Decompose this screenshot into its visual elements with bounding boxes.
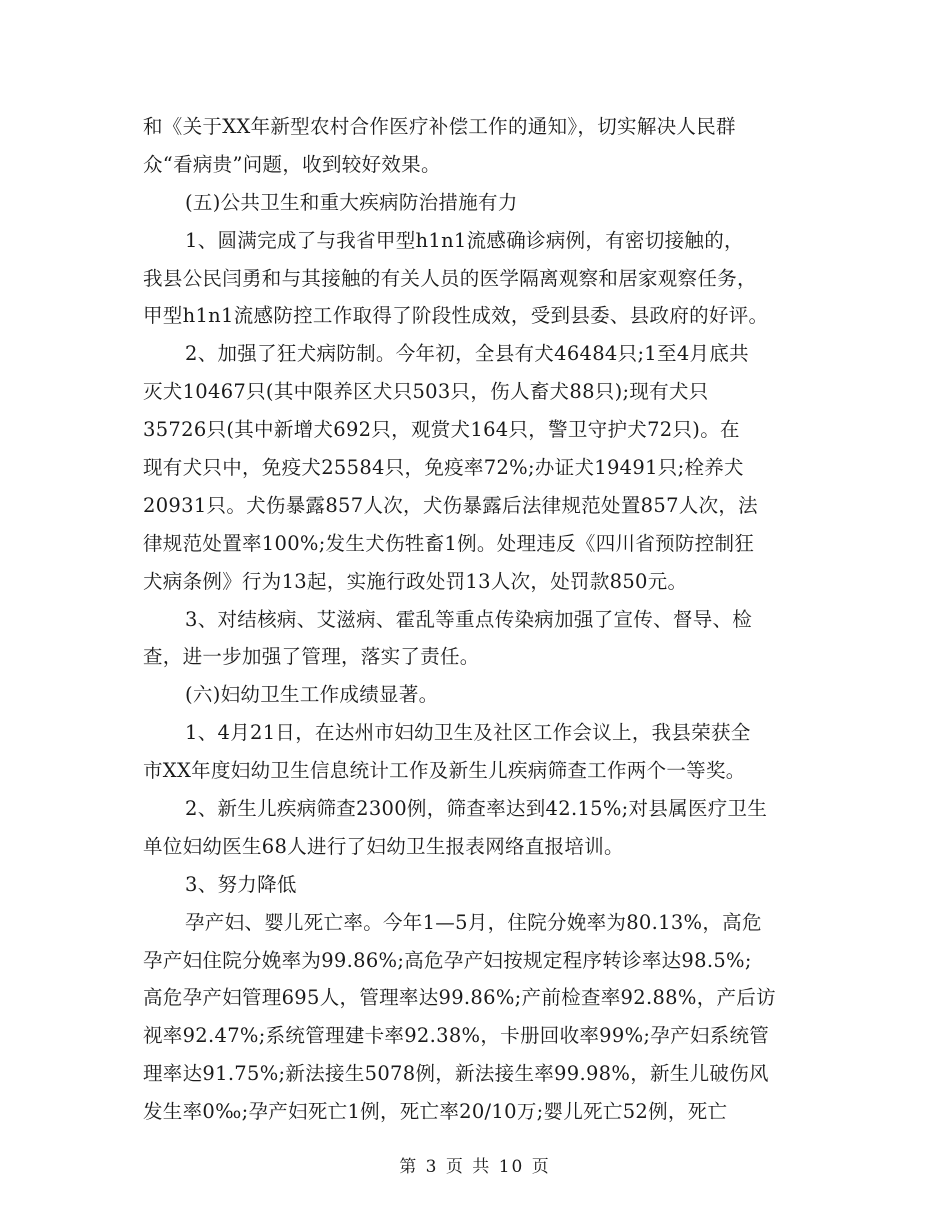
- body-text: [143, 108, 813, 1131]
- text-line: 众“看病贵”问题，收到较好效果。: [143, 152, 441, 176]
- text-line: 3、对结核病、艾滋病、霍乱等重点传染病加强了宣传、督导、检: [185, 607, 753, 631]
- text-line: 甲型h1n1流感防控工作取得了阶段性成效，受到县委、县政府的好评。: [143, 304, 769, 328]
- text-line: 孕产妇住院分娩率为99.86%;高危孕产妇按规定程序转诊率达98.5%;: [143, 948, 752, 972]
- text-line: 我县公民闫勇和与其接触的有关人员的医学隔离观察和居家观察任务，: [143, 266, 757, 290]
- text-line: 1、4月21日，在达州市妇幼卫生及社区工作会议上，我县荣获全: [185, 721, 751, 745]
- text-line: 20931只。犬伤暴露857人次，犬伤暴露后法律规范处置857人次，法: [143, 493, 758, 517]
- text-line: 发生率0‰;孕产妇死亡1例，死亡率20/10万;婴儿死亡52例，死亡: [143, 1100, 728, 1124]
- text-line: 高危孕产妇管理695人，管理率达99.86%;产前检查率92.88%，产后访: [143, 986, 776, 1010]
- text-line: 2、新生儿疾病筛查2300例，筛查率达到42.15%;对县属医疗卫生: [185, 797, 768, 821]
- text-line: 查，进一步加强了管理，落实了责任。: [143, 645, 480, 669]
- section-heading: (五)公共卫生和重大疾病防治措施有力: [185, 190, 518, 214]
- text-line: 视率92.47%;系统管理建卡率92.38%，卡册回收率99%;孕产妇系统管: [143, 1024, 770, 1048]
- text-line: 理率达91.75%;新法接生5078例，新法接生率99.98%，新生儿破伤风: [143, 1062, 769, 1086]
- text-line: 35726只(其中新增犬692只，观赏犬164只，警卫守护犬72只)。在: [143, 418, 740, 442]
- text-line: 犬病条例》行为13起，实施行政处罚13人次，处罚款850元。: [143, 569, 688, 593]
- text-line: 现有犬只中，免疫犬25584只，免疫率72%;办证犬19491只;栓养犬: [143, 456, 744, 480]
- text-line: 灭犬10467只(其中限养区犬只503只，伤人畜犬88只);现有犬只: [143, 380, 709, 404]
- text-line: 1、圆满完成了与我省甲型h1n1流感确诊病例，有密切接触的，: [185, 228, 744, 252]
- text-line: 孕产妇、婴儿死亡率。今年1—5月，住院分娩率为80.13%，高危: [185, 910, 762, 934]
- text-line: 市XX年度妇幼卫生信息统计工作及新生儿疾病筛查工作两个一等奖。: [143, 759, 746, 783]
- page-number-footer: 第 3 页 共 10 页: [399, 1157, 551, 1177]
- text-line: 2、加强了狂犬病防制。今年初，全县有犬46484只;1至4月底共: [185, 342, 749, 366]
- text-line: 3、努力降低: [185, 872, 297, 896]
- text-line: 律规范处置率100%;发生犬伤牲畜1例。处理违反《四川省预防控制狂: [143, 531, 755, 555]
- text-line: 单位妇幼医生68人进行了妇幼卫生报表网络直报培训。: [143, 834, 624, 858]
- section-heading: (六)妇幼卫生工作成绩显著。: [185, 683, 439, 707]
- text-line: 和《关于XX年新型农村合作医疗补偿工作的通知》，切实解决人民群: [143, 115, 736, 138]
